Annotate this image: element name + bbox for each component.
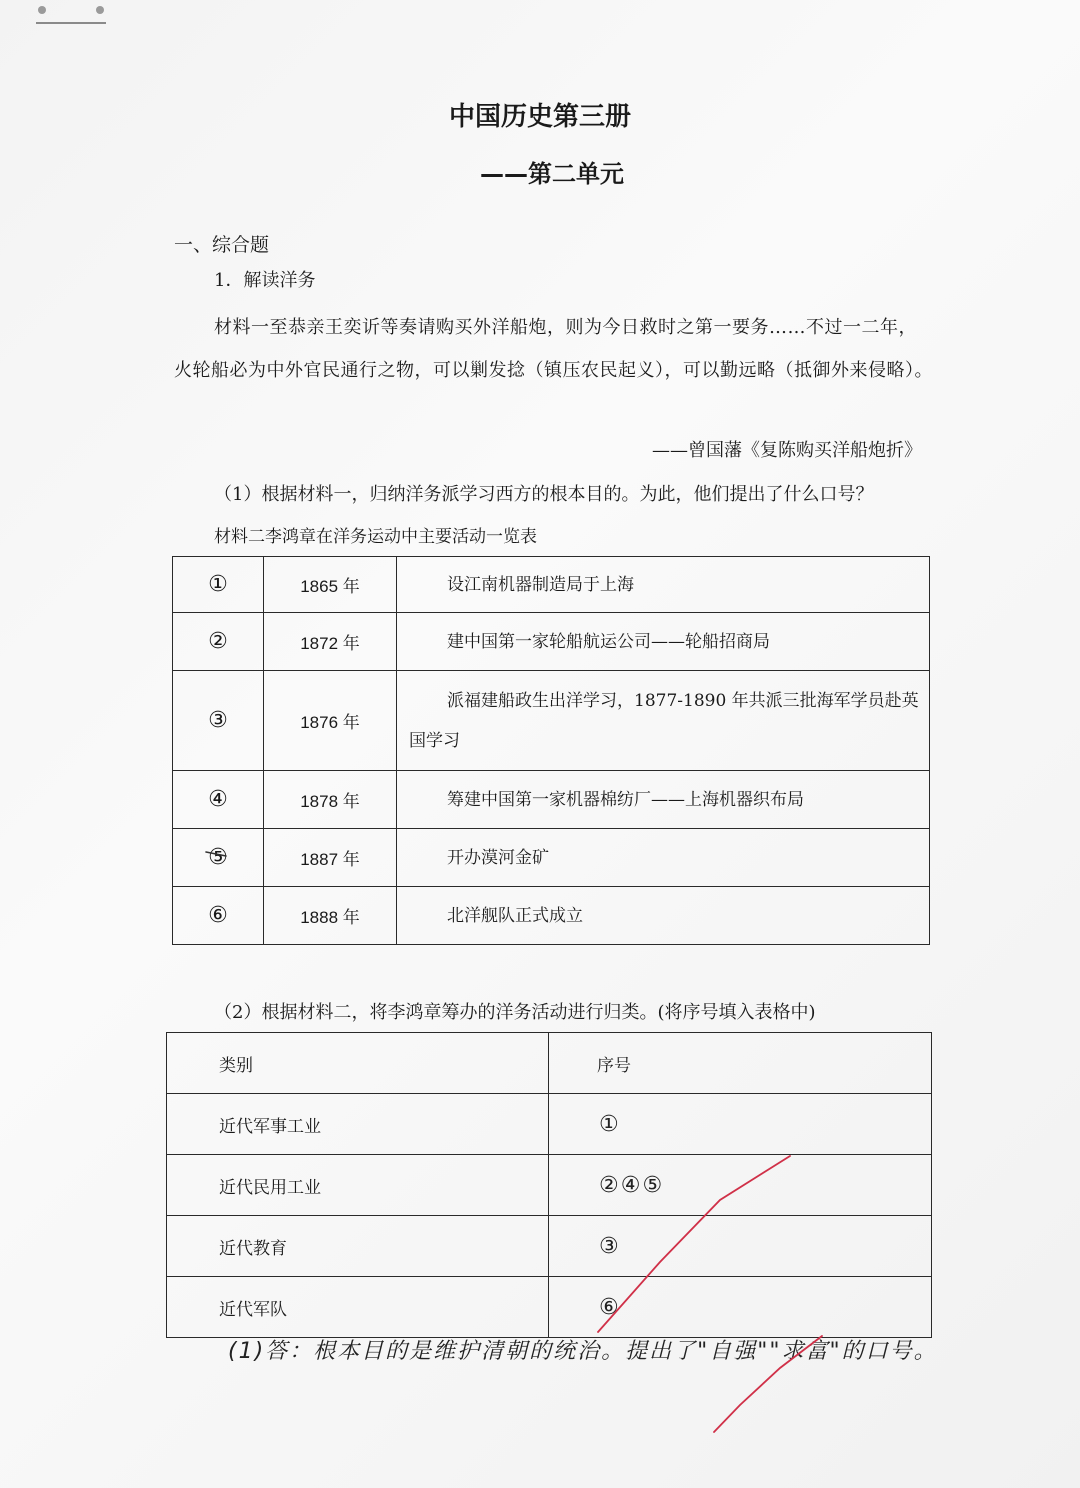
event-year: 1888 年: [264, 887, 397, 945]
category-label: 近代民用工业: [167, 1155, 549, 1216]
page-title: 中国历史第三册: [448, 102, 631, 132]
category-label: 近代军事工业: [167, 1094, 549, 1155]
event-description: 筹建中国第一家机器棉纺厂——上海机器织布局: [397, 771, 930, 829]
handwritten-answer[interactable]: (1)答：根本目的是维护清朝的统治。提出了"自强""求富"的口号。: [228, 1339, 938, 1364]
handwritten-answer-cell[interactable]: ①: [549, 1094, 932, 1155]
event-number: ①: [173, 557, 264, 613]
header-category: 类别: [167, 1033, 549, 1094]
material-two-caption: 材料二李鸿章在洋务运动中主要活动一览表: [214, 527, 537, 547]
event-year: 1865 年: [264, 557, 397, 613]
event-description: 建中国第一家轮船航运公司——轮船招商局: [397, 613, 930, 671]
check-mark-icon: [598, 1156, 790, 1332]
event-number: ⑤: [173, 829, 264, 887]
event-year: 1878 年: [264, 771, 397, 829]
event-description: 北洋舰队正式成立: [397, 887, 930, 945]
page-subtitle: ——第二单元: [480, 160, 624, 188]
event-year: 1876 年: [264, 671, 397, 771]
material-source: ——曾国藩《复陈购买洋船炮折》: [652, 440, 922, 461]
category-label: 近代军队: [167, 1277, 549, 1338]
check-mark-icon: [714, 1336, 822, 1432]
event-description: 开办漠河金矿: [397, 829, 930, 887]
handwritten-answer-cell[interactable]: ②④⑤: [549, 1155, 932, 1216]
event-year: 1872 年: [264, 613, 397, 671]
question-title: 1．解读洋务: [214, 270, 316, 291]
event-number: ⑥: [173, 887, 264, 945]
event-description: 派福建船政生出洋学习，1877-1890 年共派三批海军学员赴英国学习: [397, 671, 930, 771]
handwritten-answer-cell[interactable]: ⑥: [549, 1277, 932, 1338]
event-number: ④: [173, 771, 264, 829]
event-number: ②: [173, 613, 264, 671]
sub-question-2: （2）根据材料二，将李鸿章筹办的洋务活动进行归类。(将序号填入表格中): [214, 1002, 816, 1023]
category-label: 近代教育: [167, 1216, 549, 1277]
event-description: 设江南机器制造局于上海: [397, 557, 930, 613]
event-number: ③: [173, 671, 264, 771]
header-number: 序号: [549, 1033, 932, 1094]
section-heading: 一、综合题: [174, 234, 270, 256]
sub-question-1: （1）根据材料一，归纳洋务派学习西方的根本目的。为此，他们提出了什么口号？: [214, 484, 874, 505]
handwritten-answer-cell[interactable]: ③: [549, 1216, 932, 1277]
material-one-text: 材料一至恭亲王奕䜣等奏请购买外洋船炮，则为今日救时之第一要务……不过一二年，火轮船必为中外官民通行之物，可以剿发捻（镇压农民起义），可以勤远略（抵御外来侵略）。: [174, 317, 933, 381]
pencil-tick-icon: [206, 852, 226, 856]
event-year: 1887 年: [264, 829, 397, 887]
